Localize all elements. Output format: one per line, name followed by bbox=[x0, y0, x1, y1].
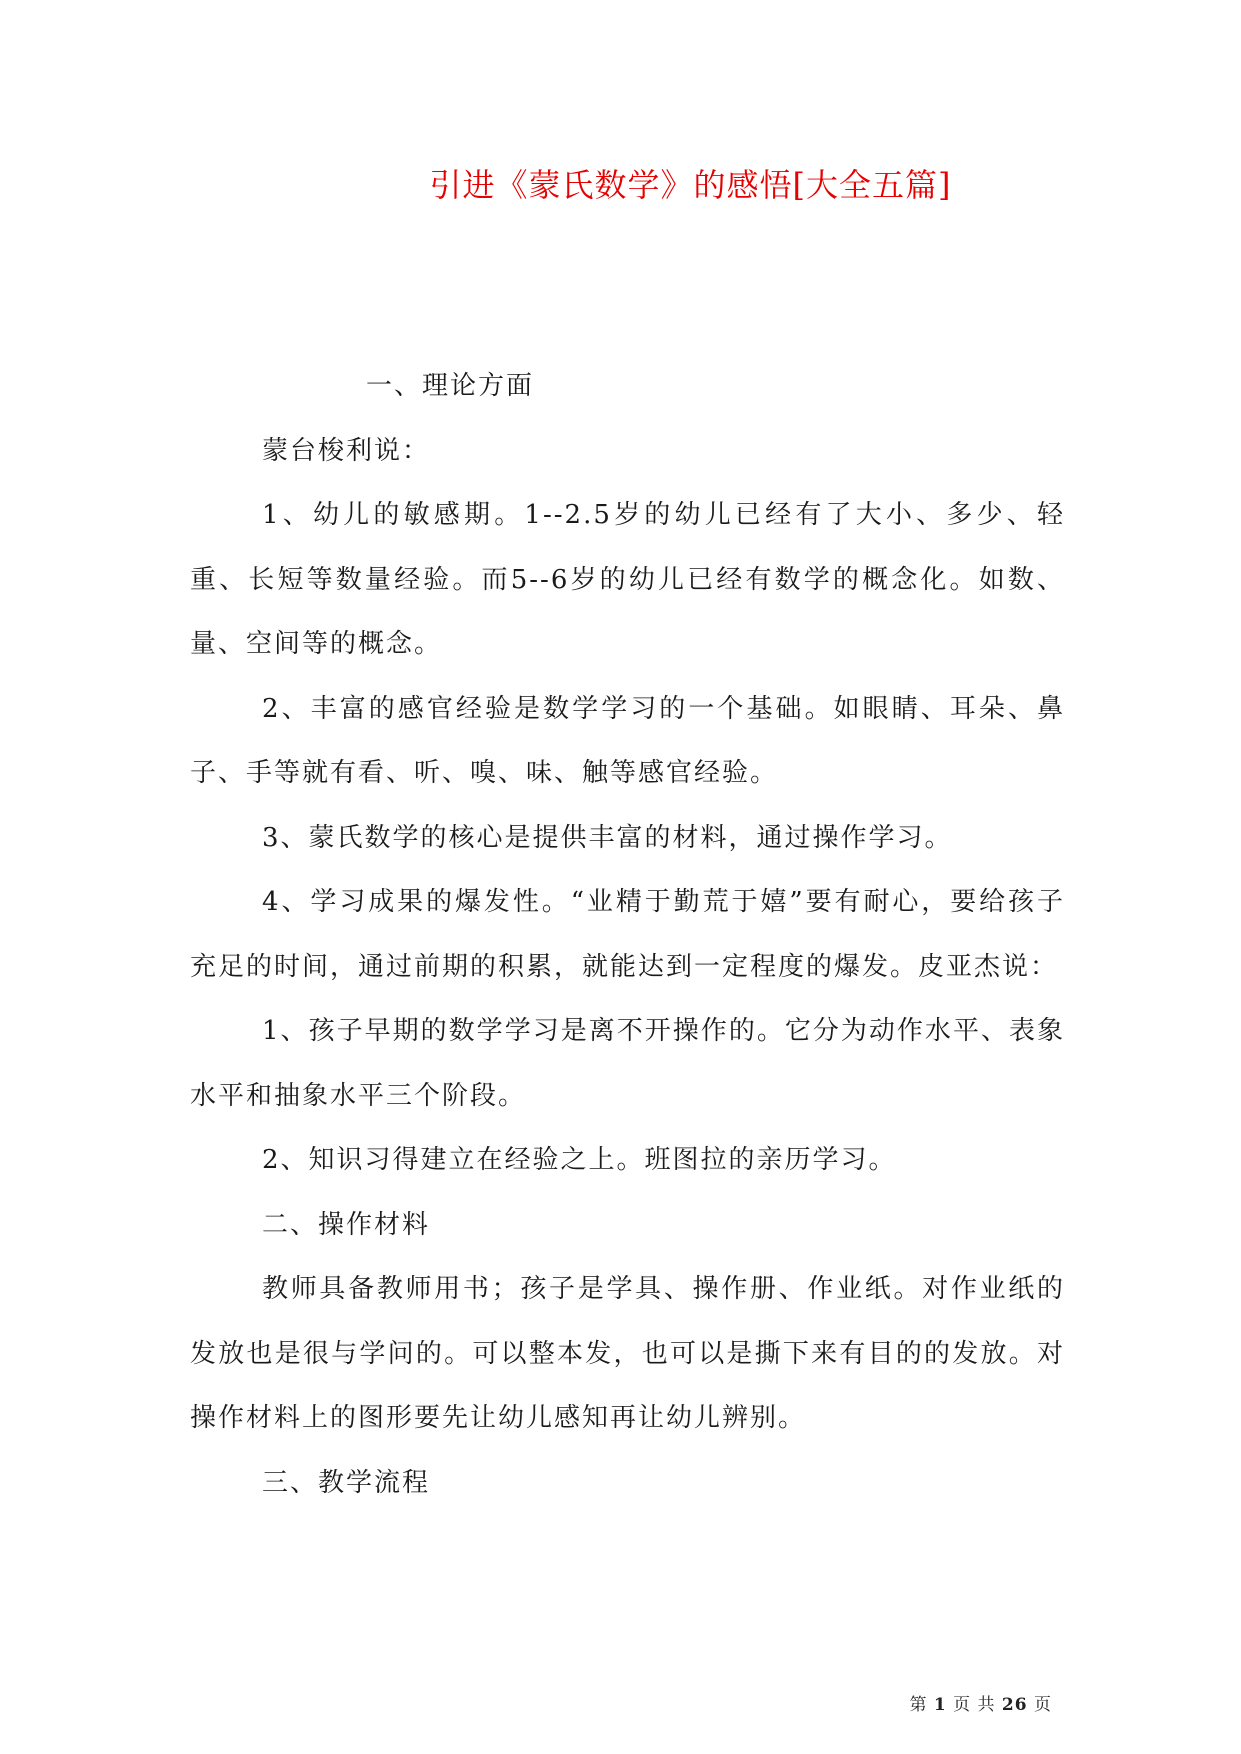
section-heading-process: 三、教学流程 bbox=[262, 1467, 431, 1498]
document-title: 引进《蒙氏数学》的感悟[大全五篇] bbox=[429, 166, 952, 204]
footer-suffix: 页 bbox=[1034, 1695, 1052, 1715]
section-heading-theory: 一、理论方面 bbox=[366, 371, 535, 401]
paragraph: 4、学习成果的爆发性。“业精于勤荒于嬉”要有耐心，要给孩子充足的时间，通过前期的积累，就能达到一定程度的爆发。皮亚杰说： bbox=[190, 887, 1065, 982]
page-footer bbox=[909, 1690, 1052, 1715]
section-heading-materials: 二、操作材料 bbox=[262, 1209, 431, 1240]
footer-page-number: 1 bbox=[933, 1695, 947, 1715]
paragraph: 1、幼儿的敏感期。1--2.5岁的幼儿已经有了大小、多少、轻重、长短等数量经验。而5--6岁的幼儿已经有数学的概念化。如数、量、空间等的概念。 bbox=[190, 500, 1065, 659]
paragraph: 2、丰富的感官经验是数学学习的一个基础。如眼睛、耳朵、鼻子、手等就有看、听、嗅、味、触等感官经验。 bbox=[190, 693, 1065, 788]
footer-total-pages: 26 bbox=[1001, 1695, 1028, 1715]
paragraph: 蒙台梭利说： bbox=[262, 435, 431, 466]
paragraph: 2、知识习得建立在经验之上。班图拉的亲历学习。 bbox=[262, 1145, 897, 1175]
footer-middle: 页 共 bbox=[953, 1695, 996, 1715]
document-body bbox=[190, 354, 1065, 1515]
paragraph: 3、蒙氏数学的核心是提供丰富的材料，通过操作学习。 bbox=[262, 822, 953, 853]
paragraph: 1、孩子早期的数学学习是离不开操作的。它分为动作水平、表象水平和抽象水平三个阶段。 bbox=[190, 1016, 1065, 1111]
paragraph: 教师具备教师用书；孩子是学具、操作册、作业纸。对作业纸的发放也是很与学问的。可以整本发，也可以是撕下来有目的的发放。对操作材料上的图形要先让幼儿感知再让幼儿辨别。 bbox=[190, 1274, 1065, 1433]
footer-prefix: 第 bbox=[909, 1695, 928, 1715]
